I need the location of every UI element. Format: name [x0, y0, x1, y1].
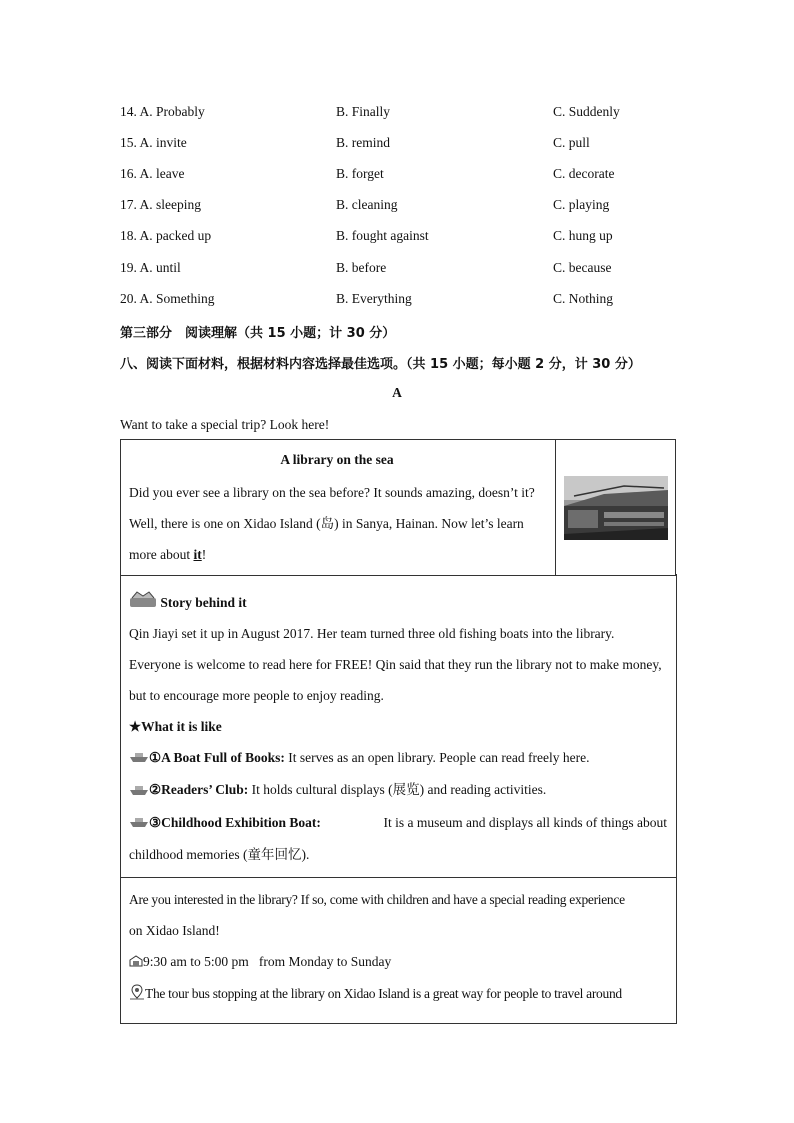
story-section: [129, 587, 667, 870]
question-number: 15.: [120, 135, 137, 150]
option-a: [120, 135, 187, 151]
question-number: 19.: [120, 260, 137, 275]
option-c: C. pull: [553, 135, 590, 150]
option-a: [120, 104, 205, 120]
option-a-text: A. invite: [139, 135, 187, 150]
story-line-1: Qin Jiayi set it up in August 2017. Her team turned three old fishing boats into the library.: [129, 626, 615, 641]
library-boat-photo: [564, 476, 668, 540]
option-row: [120, 291, 680, 311]
option-a-text: A. leave: [139, 166, 185, 181]
intro-line-3-end: !: [201, 547, 207, 562]
question-number: 14.: [120, 104, 137, 119]
location-pin-icon: [129, 980, 145, 1011]
option-a: [120, 228, 211, 244]
option-row: [120, 104, 680, 124]
option-b: B. Everything: [336, 291, 412, 306]
option-c: C. Nothing: [553, 291, 614, 306]
section-instruction: 八、阅读下面材料，根据材料内容选择最佳选项。（共 15 小题；每小题 2 分，计 30 分）: [120, 357, 641, 372]
bus-text: The tour bus stopping at the library on Xidao Island is a great way for people to travel around: [145, 986, 622, 1002]
item-3-label: ③Childhood Exhibition Boat:: [149, 814, 321, 830]
item-3-line-2: childhood memories (童年回忆).: [129, 847, 310, 863]
item-3: [129, 807, 667, 839]
visit-section: [129, 884, 667, 1011]
days-text: from Monday to Sunday: [258, 954, 392, 969]
story-heading: Story behind it: [160, 595, 247, 610]
item-2-label: ②Readers’ Club:: [149, 782, 249, 798]
section-title: 第三部分 阅读理解（共 15 小题；计 30 分）: [120, 326, 396, 341]
question-number: 18.: [120, 228, 137, 243]
option-a-text: A. until: [139, 260, 181, 275]
option-b: B. forget: [336, 166, 384, 181]
box-intro-text: [129, 477, 547, 570]
option-row: [120, 135, 680, 155]
underlined-it: it: [193, 547, 202, 562]
hours-text: 9:30 am to 5:00 pm: [143, 954, 249, 969]
item-2-text: It holds cultural displays (展览) and reading activities.: [248, 782, 547, 798]
option-b: B. before: [336, 260, 387, 275]
intro-line-3-text: more about: [129, 547, 194, 562]
question-number: 17.: [120, 197, 137, 212]
option-c: C. Suddenly: [553, 104, 620, 119]
option-a-text: A. Something: [139, 291, 215, 306]
story-heading-row: [129, 587, 667, 618]
passage-label: A: [392, 385, 402, 400]
clock-house-icon: [129, 947, 143, 978]
intro-text: Want to take a special trip? Look here!: [120, 417, 330, 432]
intro-line-2: Well, there is one on Xidao Island (岛) in Sanya, Hainan. Now let’s learn: [129, 516, 524, 531]
visit-line-2: on Xidao Island!: [129, 923, 220, 938]
item-3-text: It is a museum and displays all kinds of things about: [383, 814, 667, 830]
option-b: B. Finally: [336, 104, 391, 119]
option-row: [120, 166, 680, 186]
what-heading: ★What it is like: [129, 719, 222, 734]
hours-row: [129, 946, 667, 978]
option-row: [120, 260, 680, 280]
boat-icon: [129, 776, 149, 807]
question-number: 16.: [120, 166, 137, 181]
item-1: [129, 742, 667, 774]
story-line-3: but to encourage more people to enjoy reading.: [129, 688, 384, 703]
option-row: [120, 197, 680, 217]
intro-line-3: [129, 539, 547, 570]
option-row: [120, 228, 680, 248]
option-a-text: A. packed up: [139, 228, 212, 243]
bus-row: [129, 978, 667, 1010]
option-a: [120, 291, 215, 307]
item-1-label: ①A Boat Full of Books:: [149, 750, 285, 765]
boat-icon: [129, 808, 149, 839]
option-c: C. decorate: [553, 166, 615, 181]
intro-line-1: Did you ever see a library on the sea before? It sounds amazing, doesn’t it?: [129, 485, 535, 500]
option-b: B. fought against: [336, 228, 429, 243]
item-1-text: It serves as an open library. People can read freely here.: [284, 750, 590, 765]
option-b: B. cleaning: [336, 197, 398, 212]
option-a-text: A. sleeping: [139, 197, 202, 212]
option-a: [120, 166, 185, 182]
story-line-2: Everyone is welcome to read here for FREE! Qin said that they run the library not to make money,: [129, 657, 662, 672]
option-c: C. hung up: [553, 228, 613, 243]
option-b: B. remind: [336, 135, 390, 150]
option-a-text: A. Probably: [139, 104, 205, 119]
option-c: C. because: [553, 260, 612, 275]
option-c: C. playing: [553, 197, 610, 212]
box-title: A library on the sea: [280, 452, 394, 467]
item-2: [129, 774, 667, 806]
visit-line-1: Are you interested in the library? If so, come with children and have a special reading experience: [129, 892, 625, 907]
option-a: [120, 260, 181, 276]
books-icon: [129, 588, 157, 619]
boat-icon: [129, 743, 149, 774]
question-number: 20.: [120, 291, 137, 306]
option-a: [120, 197, 201, 213]
